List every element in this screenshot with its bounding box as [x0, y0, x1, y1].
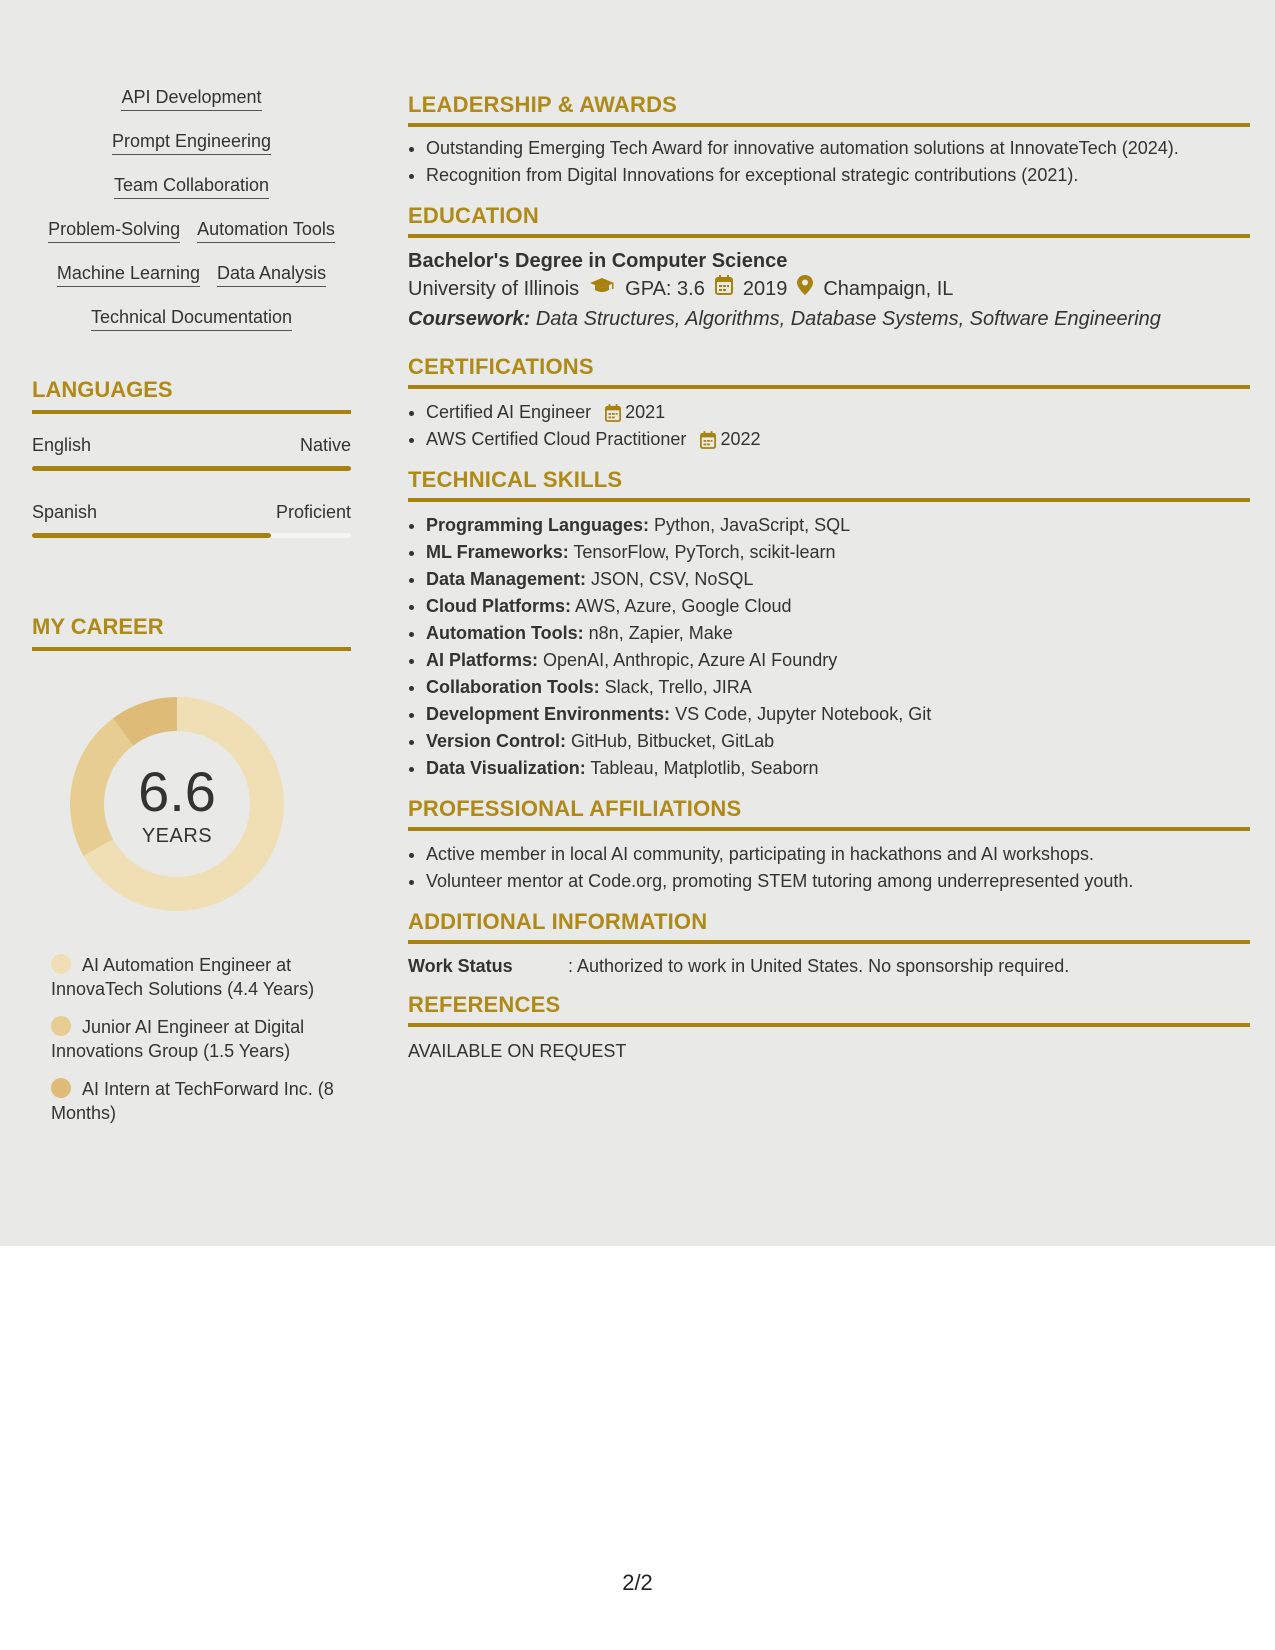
skills-list	[32, 86, 351, 331]
certification-name: • Certified AI Engineer	[426, 402, 592, 422]
language-level: Proficient	[275, 502, 351, 522]
skill-tag: Technical Documentation	[91, 306, 292, 331]
language-level-bar	[32, 466, 351, 471]
language-level: Native	[299, 435, 351, 455]
languages-section	[32, 377, 351, 538]
technical-skill-item	[426, 647, 1250, 674]
leadership-section	[408, 92, 1250, 189]
school-name: University of Illinois	[408, 278, 580, 300]
skill-tag: Prompt Engineering	[112, 130, 271, 155]
affiliations-section	[408, 796, 1250, 895]
technical-skill-value: VS Code, Jupyter Notebook, Git	[675, 704, 932, 724]
left-column	[32, 86, 351, 1139]
technical-skills-heading: TECHNICAL SKILLS	[408, 467, 1250, 502]
work-status	[408, 954, 1250, 978]
language-level-fill	[32, 466, 351, 471]
language-english	[32, 434, 351, 471]
technical-skill-label: Data Management:	[426, 569, 587, 589]
language-level-bar	[32, 533, 351, 538]
technical-skill-item	[426, 755, 1250, 782]
technical-skill-value: AWS, Azure, Google Cloud	[575, 596, 792, 616]
technical-skill-value: Slack, Trello, JIRA	[604, 677, 752, 697]
coursework-list: Data Structures, Algorithms, Database Systems, Software Engineering	[535, 308, 1161, 330]
skill-tag: Machine Learning	[57, 262, 200, 287]
legend-item	[51, 1077, 341, 1125]
technical-skill-value: Python, JavaScript, SQL	[654, 515, 851, 535]
career-donut-chart	[62, 689, 292, 919]
award-item: • Outstanding Emerging Tech Award for innovative automation solutions at InnovateTech (2024).	[426, 135, 1250, 162]
calendar-icon	[605, 404, 621, 422]
calendar-icon	[700, 431, 716, 449]
degree-title: Bachelor's Degree in Computer Science	[408, 250, 788, 272]
certifications-section	[408, 354, 1250, 453]
affiliations-heading: PROFESSIONAL AFFILIATIONS	[408, 796, 1250, 831]
technical-skill-item	[426, 539, 1250, 566]
school-location: Champaign, IL	[823, 278, 954, 300]
right-column	[408, 92, 1250, 1077]
skill-tag: Team Collaboration	[114, 174, 269, 199]
legend-label: Junior AI Engineer at Digital Innovations Group (1.5 Years)	[51, 1017, 305, 1061]
award-item: • Recognition from Digital Innovations for exceptional strategic contributions (2021).	[426, 162, 1250, 189]
career-unit: YEARS	[141, 825, 213, 847]
technical-skill-item	[426, 593, 1250, 620]
references-section	[408, 992, 1250, 1063]
technical-skill-value: OpenAI, Anthropic, Azure AI Foundry	[543, 650, 838, 670]
career-heading: MY CAREER	[32, 614, 351, 651]
technical-skill-value: Tableau, Matplotlib, Seaborn	[590, 758, 819, 778]
education-section	[408, 203, 1250, 334]
certification-item	[426, 426, 1250, 453]
education-heading: EDUCATION	[408, 203, 1250, 238]
legend-dot	[51, 1078, 71, 1098]
certifications-heading: CERTIFICATIONS	[408, 354, 1250, 389]
technical-skill-value: JSON, CSV, NoSQL	[591, 569, 754, 589]
career-section	[32, 614, 351, 1125]
calendar-icon	[715, 274, 733, 304]
skill-tag: Problem-Solving	[48, 218, 180, 243]
legend-label: AI Automation Engineer at InnovaTech Solutions (4.4 Years)	[51, 955, 315, 999]
skill-tag: Automation Tools	[197, 218, 335, 243]
legend-item	[51, 1015, 341, 1063]
technical-skill-item	[426, 566, 1250, 593]
technical-skill-item	[426, 728, 1250, 755]
technical-skill-label: Automation Tools:	[426, 623, 584, 643]
languages-heading: LANGUAGES	[32, 377, 351, 414]
technical-skill-item	[426, 674, 1250, 701]
skill-tag: Data Analysis	[217, 262, 326, 287]
coursework	[408, 304, 1250, 334]
technical-skill-label: ML Frameworks:	[426, 542, 569, 562]
language-name: English	[32, 435, 92, 455]
technical-skill-label: Cloud Platforms:	[426, 596, 572, 616]
certification-year: 2021	[625, 402, 666, 422]
graduation-year: 2019	[742, 278, 788, 300]
references-text: AVAILABLE ON REQUEST	[408, 1041, 627, 1061]
technical-skill-label: Development Environments:	[426, 704, 671, 724]
language-spanish	[32, 501, 351, 538]
additional-info-heading: ADDITIONAL INFORMATION	[408, 909, 1250, 944]
skill-tag: API Development	[121, 86, 261, 111]
coursework-label: Coursework:	[408, 308, 531, 330]
work-status-value: : Authorized to work in United States. No sponsorship required.	[568, 956, 1070, 976]
career-total: 6.6	[138, 760, 216, 823]
technical-skill-item	[426, 701, 1250, 728]
technical-skill-label: Data Visualization:	[426, 758, 586, 778]
technical-skill-label: Programming Languages:	[426, 515, 650, 535]
technical-skill-value: GitHub, Bitbucket, GitLab	[571, 731, 775, 751]
work-status-label: Work Status	[408, 956, 513, 976]
affiliation-item: • Active member in local AI community, participating in hackathons and AI workshops.	[426, 841, 1250, 868]
technical-skill-label: Collaboration Tools:	[426, 677, 600, 697]
career-legend	[51, 953, 341, 1125]
certification-name: • AWS Certified Cloud Practitioner	[426, 429, 687, 449]
language-level-fill	[32, 533, 271, 538]
technical-skill-value: TensorFlow, PyTorch, scikit-learn	[573, 542, 836, 562]
legend-label: AI Intern at TechForward Inc. (8 Months)	[51, 1079, 334, 1123]
additional-info-section	[408, 909, 1250, 978]
technical-skill-label: Version Control:	[426, 731, 567, 751]
technical-skill-item	[426, 512, 1250, 539]
legend-item	[51, 953, 341, 1001]
affiliation-item: • Volunteer mentor at Code.org, promoting STEM tutoring among underrepresented youth.	[426, 868, 1250, 895]
technical-skill-value: n8n, Zapier, Make	[588, 623, 733, 643]
technical-skill-item	[426, 620, 1250, 647]
language-name: Spanish	[32, 502, 98, 522]
legend-dot	[51, 1016, 71, 1036]
gpa: GPA: 3.6	[625, 278, 705, 300]
page-number: 2/2	[622, 1570, 653, 1595]
legend-dot	[51, 954, 71, 974]
technical-skill-label: AI Platforms:	[426, 650, 539, 670]
technical-skills-section	[408, 467, 1250, 782]
graduation-cap-icon	[589, 274, 615, 304]
location-pin-icon	[797, 274, 813, 304]
certification-year: 2022	[720, 429, 761, 449]
certification-item	[426, 399, 1250, 426]
education-details	[408, 274, 1250, 304]
leadership-heading: LEADERSHIP & AWARDS	[408, 92, 1250, 127]
references-heading: REFERENCES	[408, 992, 1250, 1027]
